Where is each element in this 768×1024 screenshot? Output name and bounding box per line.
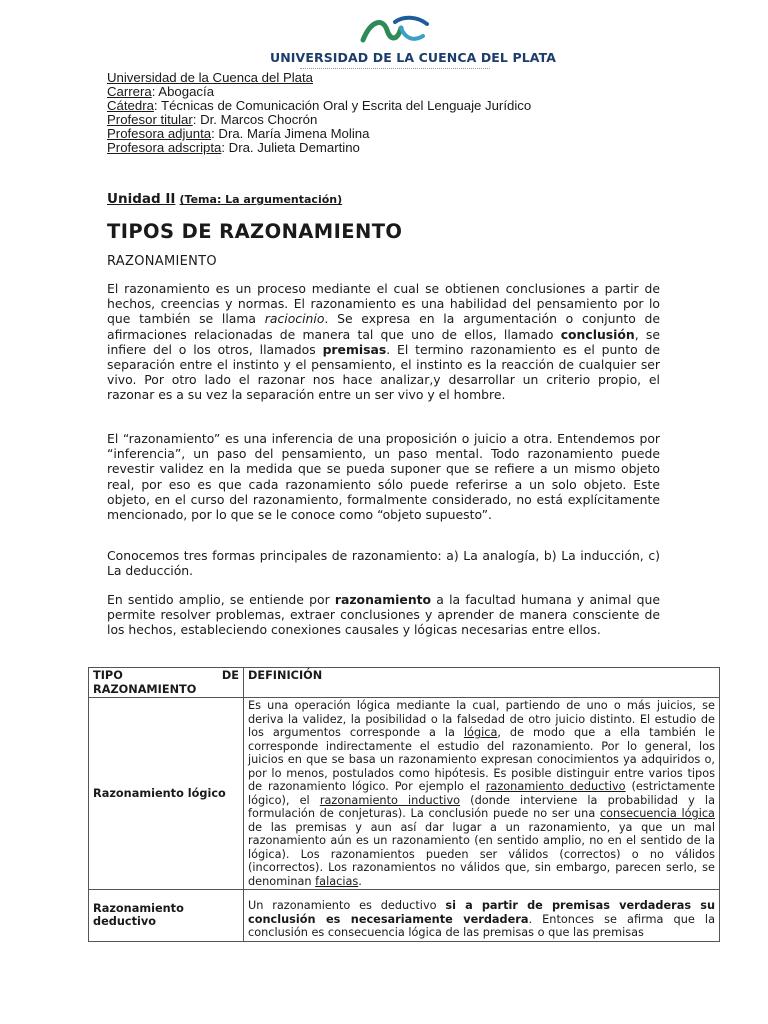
titular-line: Profesor titular: Dr. Marcos Chocrón <box>107 112 318 127</box>
course-info <box>107 71 531 155</box>
paragraph-inference: El “razonamiento” es una inferencia de una proposición o juicio a otra. Entendemos por “inferencia”, un paso del pensamiento, un paso mental. Todo razonamiento puede revestir validez en la medida que se pueda suponer que se refiere a un mismo objeto real, por eso es que cada razonamiento sólo puede referirse a un solo objeto. Este objeto, en el curso del razonamiento, formalmente considerado, no está explícitamente mencionado, por lo que se le conoce como “objeto supuesto”. <box>107 431 660 523</box>
link-razonamiento-deductivo[interactable]: razonamiento deductivo <box>485 780 626 793</box>
university-logo <box>270 14 557 72</box>
adjunta-line: Profesora adjunta: Dra. María Jimena Molina <box>107 126 370 141</box>
catedra-line: Cátedra: Técnicas de Comunicación Oral y Escrita del Lenguaje Jurídico <box>107 98 532 113</box>
row-type-logico: Razonamiento lógico <box>89 698 244 890</box>
paragraph-forms: Conocemos tres formas principales de razonamiento: a) La analogía, b) La inducción, c) La deducción. <box>107 548 660 579</box>
section-subheading: RAZONAMIENTO <box>107 254 217 269</box>
link-razonamiento-inductivo[interactable]: razonamiento inductivo <box>319 793 461 807</box>
header-type: TIPO DE RAZONAMIENTO <box>89 668 244 698</box>
row-definition-logico: Es una operación lógica mediante la cual, partiendo de uno o más juicios, se deriva la validez, la posibilidad o la falsedad de otro juicio distinto. El estudio de los argumentos corresponde a la lógica, de modo que a ella también le corresponde indirectamente el estudio del razonamiento. Por lo general, los juicios en que se basa un razonamiento expresan conocimientos ya adquiridos o, por lo menos, postulados como hipótesis. Es posible distinguir entre varios tipos de razonamiento lógico. Por ejemplo el razonamiento deductivo (estrictamente lógico), el razonamiento inductivo (donde interviene la probabilidad y la formulación de conjeturas). La conclusión puede no ser una consecuencia lógica de las premisas y aun así dar lugar a un razonamiento, ya que un mal razonamiento aún es un razonamiento (en sentido amplio, no en el sentido de la lógica). Los razonamientos pueden ser válidos (correctos) o no válidos (incorrectos). Los razonamientos no válidos que, sin embargo, parecen serlo, se denominan falacias. <box>244 698 720 890</box>
header-definition: DEFINICIÓN <box>244 668 720 698</box>
unit-topic: (Tema: La argumentación) <box>179 193 343 206</box>
page-title: TIPOS DE RAZONAMIENTO <box>107 220 403 243</box>
reasoning-types-table <box>88 667 720 942</box>
row-type-deductivo: Razonamiento deductivo <box>89 890 244 942</box>
paragraph-broad-sense: En sentido amplio, se entiende por razonamiento a la facultad humana y animal que permite resolver problemas, extraer conclusiones y aprender de manera consciente de los hechos, estableciendo conexiones causales y lógicas necesarias entre ellos. <box>107 592 660 638</box>
table-header-row <box>89 668 720 698</box>
link-consecuencia-logica[interactable]: consecuencia lógica <box>599 807 715 820</box>
unit-heading: Unidad II (Tema: La argumentación) <box>107 191 343 207</box>
table-row <box>89 698 720 890</box>
university-name: UNIVERSIDAD DE LA CUENCA DEL PLATA <box>270 50 557 65</box>
link-falacias[interactable]: falacias <box>315 874 359 888</box>
university-line: Universidad de la Cuenca del Plata <box>107 70 313 85</box>
link-logica[interactable]: lógica <box>463 726 498 739</box>
paragraph-definition: El razonamiento es un proceso mediante el cual se obtienen conclusiones a partir de hechos, creencias y normas. El razonamiento es una habilidad del pensamiento por lo que también se llama raciocinio. Se expresa en la argumentación o conjunto de afirmaciones relacionadas de manera tal que uno de ellos, llamado conclusión, se infiere del o los otros, llamados premisas. El termino razonamiento es el punto de separación entre el instinto y el pensamiento, el instinto es la reacción de cualquier ser vivo. Por otro lado el razonar nos hace analizar,y desarrollar un criterio propio, el razonar es a su vez la separación entre un ser vivo y el hombre. <box>107 281 661 403</box>
wave-logo-icon <box>357 14 433 48</box>
table-row <box>89 890 720 942</box>
row-definition-deductivo: Un razonamiento es deductivo si a partir de premisas verdaderas su conclusión es necesariamente verdadera. Entonces se afirma que la conclusión es consecuencia lógica de las premisas o que las premisas <box>244 890 720 942</box>
carrera-line: Carrera: Abogacía <box>107 84 215 99</box>
adscripta-line: Profesora adscripta: Dra. Julieta Demartino <box>107 140 360 155</box>
